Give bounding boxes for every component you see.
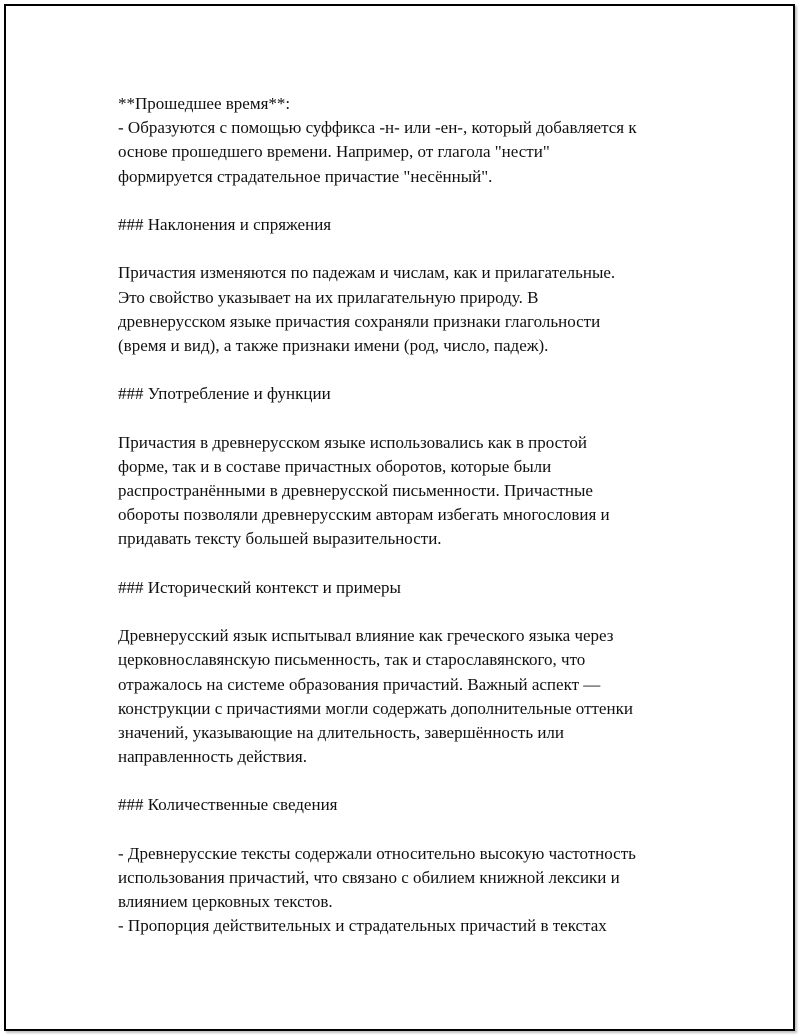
paragraph-gap: [118, 600, 718, 624]
section-heading-usage: ### Употребление и функции: [118, 384, 331, 404]
paragraph-line: значений, указывающие на длительность, завершённость или: [118, 722, 565, 742]
paragraph-line: формируется страдательное причастие "несённый".: [118, 166, 493, 186]
paragraph-line: отражалось на системе образования причастий. Важный аспект —: [118, 674, 601, 694]
list-item-line: использования причастий, что связано с обилием книжной лексики и: [118, 868, 620, 887]
section-heading-quantitative: ### Количественные сведения: [118, 795, 338, 815]
paragraph-gap: [118, 552, 718, 576]
paragraph-gap: [118, 818, 718, 842]
section-heading-history: ### Исторический контекст и примеры: [118, 577, 401, 597]
paragraph-line: Причастия изменяются по падежам и числам, как и прилагательные.: [118, 263, 616, 283]
paragraph-line: основе прошедшего времени. Например, от глагола "нести": [118, 142, 550, 162]
section-heading-moods: ### Наклонения и спряжения: [118, 214, 332, 234]
paragraph-line: церковнославянскую письменность, так и старославянского, что: [118, 650, 586, 670]
paragraph-line: форме, так и в составе причастных оборотов, которые были: [118, 456, 552, 476]
section-heading-past-tense: **Прошедшее время**:: [118, 94, 291, 113]
paragraph-line: (время и вид), а также признаки имени (род, число, падеж).: [118, 335, 549, 355]
list-item-line: - Древнерусские тексты содержали относительно высокую частотность: [118, 843, 636, 863]
paragraph-gap: [118, 358, 718, 382]
paragraph-gap: [118, 769, 718, 793]
paragraph-gap: [118, 237, 718, 261]
paragraph-line: придавать тексту большей выразительности.: [118, 529, 442, 549]
paragraph-gap: [118, 189, 718, 213]
paragraph-line: Причастия в древнерусском языке использовались как в простой: [118, 432, 587, 452]
paragraph-line: конструкции с причастиями могли содержать дополнительные оттенки: [118, 698, 633, 718]
paragraph-line: древнерусском языке причастия сохраняли признаки глагольности: [118, 311, 601, 331]
paragraph-gap: [118, 406, 718, 430]
list-item-line: - Пропорция действительных и страдательных причастий в текстах: [118, 916, 607, 936]
paragraph-line: - Образуются с помощью суффикса -н- или -ен-, который добавляется к: [118, 118, 637, 138]
list-item-line: влиянием церковных текстов.: [118, 892, 333, 912]
paragraph-line: направленность действия.: [118, 747, 307, 767]
document-body: [118, 92, 718, 939]
paragraph-line: Это свойство указывает на их прилагательную природу. В: [118, 287, 539, 307]
paragraph-line: Древнерусский язык испытывал влияние как греческого языка через: [118, 626, 614, 646]
paragraph-line: распространёнными в древнерусской письменности. Причастные: [118, 481, 593, 500]
paragraph-line: обороты позволяли древнерусским авторам избегать многословия и: [118, 505, 610, 525]
